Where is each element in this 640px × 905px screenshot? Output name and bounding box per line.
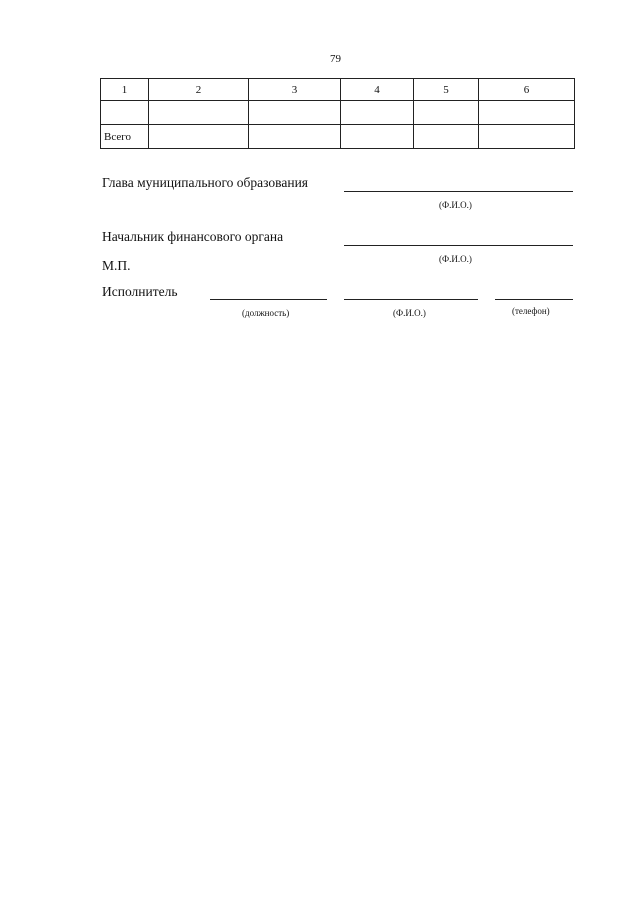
finance-signature-line	[344, 245, 573, 246]
page-number: 79	[330, 53, 341, 65]
table-header-cell: 5	[414, 79, 479, 101]
table-cell	[341, 125, 414, 149]
table-cell	[149, 101, 249, 125]
table-cell	[414, 125, 479, 149]
executor-position-caption: (должность)	[242, 308, 290, 318]
executor-label: Исполнитель	[102, 284, 178, 299]
data-table	[100, 78, 575, 149]
table-row	[101, 101, 575, 125]
table-cell	[341, 101, 414, 125]
table-cell	[414, 101, 479, 125]
table-header-cell: 3	[249, 79, 341, 101]
executor-position-line	[210, 299, 327, 300]
table-cell	[479, 101, 575, 125]
table-header-cell: 4	[341, 79, 414, 101]
table-cell	[101, 101, 149, 125]
table-header-row	[101, 79, 575, 101]
table-cell	[149, 125, 249, 149]
executor-name-caption: (Ф.И.О.)	[393, 308, 426, 318]
table-cell	[249, 125, 341, 149]
finance-caption: (Ф.И.О.)	[439, 254, 472, 264]
head-caption: (Ф.И.О.)	[439, 200, 472, 210]
table-header-cell: 6	[479, 79, 575, 101]
finance-label: Начальник финансового органа	[102, 229, 284, 244]
table-total-row	[101, 125, 575, 149]
table-cell	[249, 101, 341, 125]
executor-name-line	[344, 299, 478, 300]
head-signature-line	[344, 191, 573, 192]
total-label-cell: Всего	[101, 125, 149, 149]
executor-phone-caption: (телефон)	[512, 306, 550, 316]
executor-phone-line	[495, 299, 573, 300]
table-header-cell: 1	[101, 79, 149, 101]
table-cell	[479, 125, 575, 149]
table-header-cell: 2	[149, 79, 249, 101]
head-label: Глава муниципального образования	[102, 175, 309, 190]
seal-label: М.П.	[102, 258, 131, 273]
